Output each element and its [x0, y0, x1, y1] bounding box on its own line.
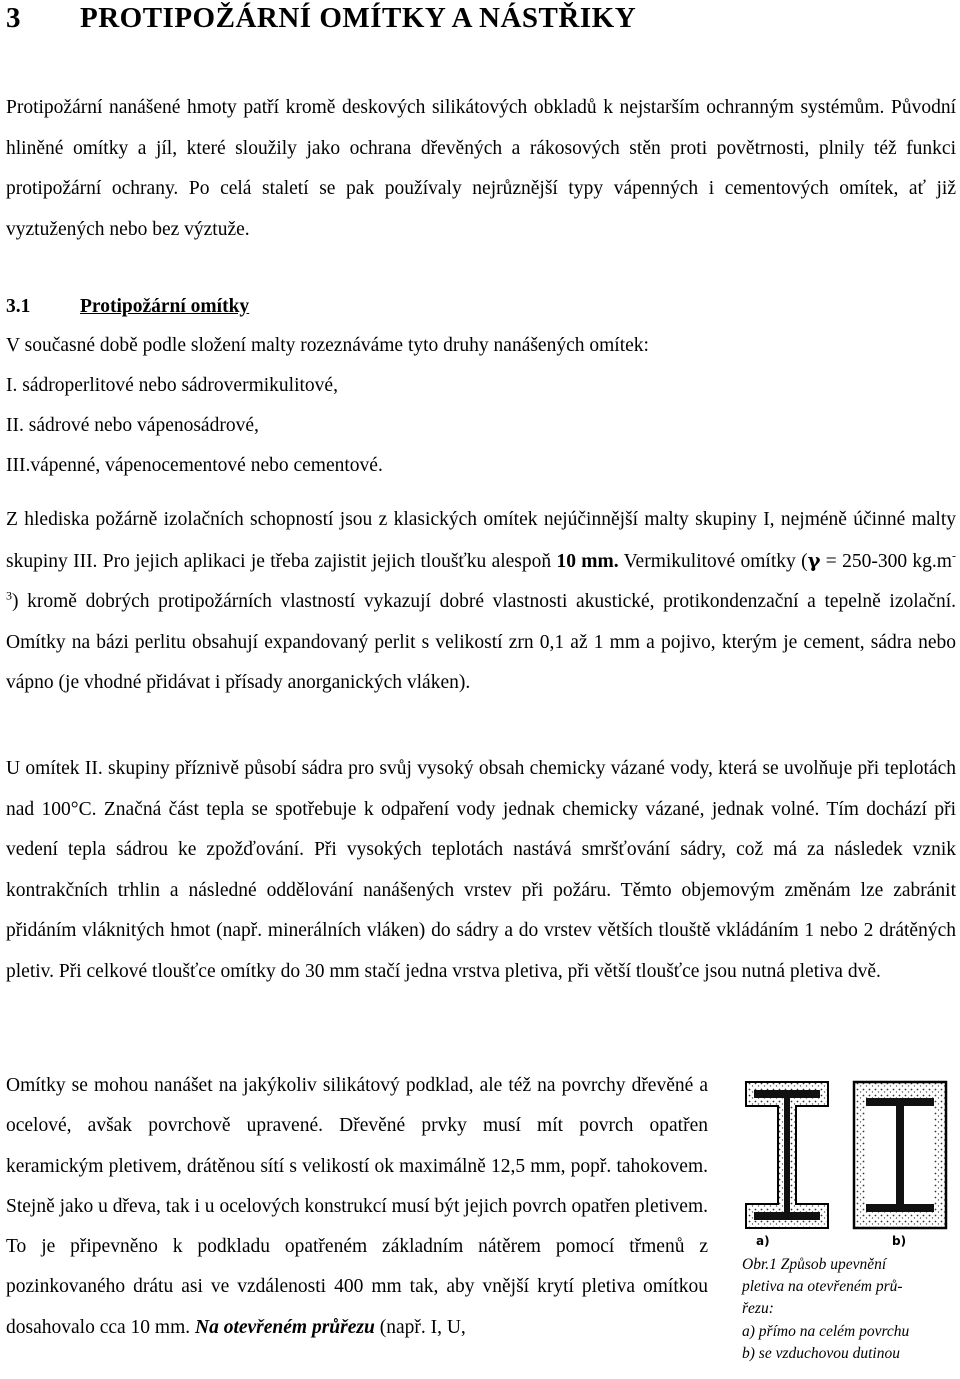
text-run: (např. I, U,: [374, 1316, 466, 1338]
plaster-types-list: [6, 326, 649, 486]
chapter-title: PROTIPOŽÁRNÍ OMÍTKY A NÁSTŘIKY: [80, 2, 637, 34]
text-run: = 250-300 kg.m: [820, 550, 952, 572]
figure-1: [742, 1076, 956, 1376]
i-beam-figure: [742, 1076, 956, 1246]
text-run: Vermikulitové omítky (: [618, 550, 808, 572]
min-thickness: 10 mm.: [556, 550, 619, 572]
text-run: Z hlediska požárně izolačních schopností jsou z klasických omítek nejúčinnější malty skupiny I, nejméně účinné malty skupiny III. Pro jejich aplikaci je třeba zajistit jejich tloušťku alespoň: [6, 509, 956, 572]
caption-line: pletiva na otevřeném prů-: [742, 1278, 903, 1296]
section-heading: [6, 296, 249, 318]
caption-line: řezu:: [742, 1300, 774, 1318]
beam-a-icon: [746, 1082, 828, 1228]
insulation-paragraph: [6, 500, 956, 704]
intro-paragraph: Protipožární nanášené hmoty patří kromě deskových silikátových obkladů k nejstarším ochranným systémům. Původní hliněné omítky a jíl, které sloužily jako ochrana dřevěných a rákosových stěn proti povětrnosti, plnily též funkci protipožární ochrany. Po celá staletí se pak používaly nejrůznější typy vápenných i cementových omítek, ať již vyztužených nebo bez výztuže.: [6, 97, 956, 240]
figure-caption: [742, 1254, 956, 1365]
chapter-number: 3: [6, 2, 21, 34]
list-item: III.vápenné, vápenocementové nebo cementové.: [6, 455, 383, 476]
text-run: ) kromě dobrých protipožárních vlastností vykazují dobré vlastnosti akustické, protikondenzační a tepelně izolační. Omítky na bázi perlitu obsahují expandovaný perlit s velikostí zrn 0,1 až 1 mm a pojivo, kterým je cement, sádra nebo vápno (je vhodné přidávat i přísady anorganických vláken).: [6, 591, 956, 694]
figure-label-b: b): [892, 1234, 907, 1248]
caption-line: Obr.1 Způsob upevnění: [742, 1256, 887, 1273]
emphasis: Na otevřeném průřezu: [195, 1316, 375, 1338]
beam-b-icon: [854, 1082, 946, 1228]
list-lead: V současné době podle složení malty rozeznáváme tyto druhy nanášených omítek:: [6, 335, 649, 356]
gypsum-paragraph: U omítek II. skupiny příznivě působí sádra pro svůj vysoký obsah chemicky vázané vody, která se uvolňuje při teplotách nad 100°C. Značná část tepla se spotřebuje k odpaření vody jednak chemicky vázané, jednak volné. Tím dochází při vedení tepla sádrou ke zpožďování. Při vysokých teplotách nastává smršťování sádry, což má za následek vznik kontrakčních trhlin a následné oddělování nanášených vrstev při požáru. Těmto objemovým změnám lze zabránit přidáním vláknitých hmot (např. minerálních vláken) do sádry a do vrstev větších tlouště vkládáním 1 nebo 2 drátěných pletiv. Při celkové tloušťce omítky do 30 mm stačí jedna vrstva pletiva, při větší tloušťce jsou nutná pletiva dvě.: [6, 758, 956, 982]
exponent: -3: [6, 548, 956, 603]
caption-line: b) se vzduchovou dutinou: [742, 1344, 900, 1362]
list-item: II. sádrové nebo vápenosádrové,: [6, 415, 259, 436]
gamma-symbol: γ: [807, 548, 821, 572]
caption-line: a) přímo na celém povrchu: [742, 1322, 910, 1340]
substrate-paragraph: [6, 1066, 708, 1348]
list-item: I. sádroperlitové nebo sádrovermikulitové,: [6, 375, 338, 396]
section-title: Protipožární omítky: [80, 296, 250, 317]
chapter-heading: [6, 2, 636, 35]
figure-label-a: a): [756, 1234, 770, 1248]
text-run: Omítky se mohou nanášet na jakýkoliv silikátový podklad, ale též na povrchy dřevěné a ocelové, avšak povrchově upravené. Dřevěné prvky musí mít povrch opatřen keramickým pletivem, drátěnou sítí s velikostí ok maximálně 12,5 mm, popř. tahokovem. Stejně jako u dřeva, tak i u ocelových konstrukcí musí být jejich povrch opatřen pletivem. To je připevněno k podkladu opatřeném základním nátěrem pomocí třmenů z pozinkovaného drátu asi ve vzdálenosti 400 mm tak, aby vnější krytí pletiva omítkou dosahovalo cca 10 mm.: [6, 1075, 708, 1338]
section-number: 3.1: [6, 296, 31, 317]
